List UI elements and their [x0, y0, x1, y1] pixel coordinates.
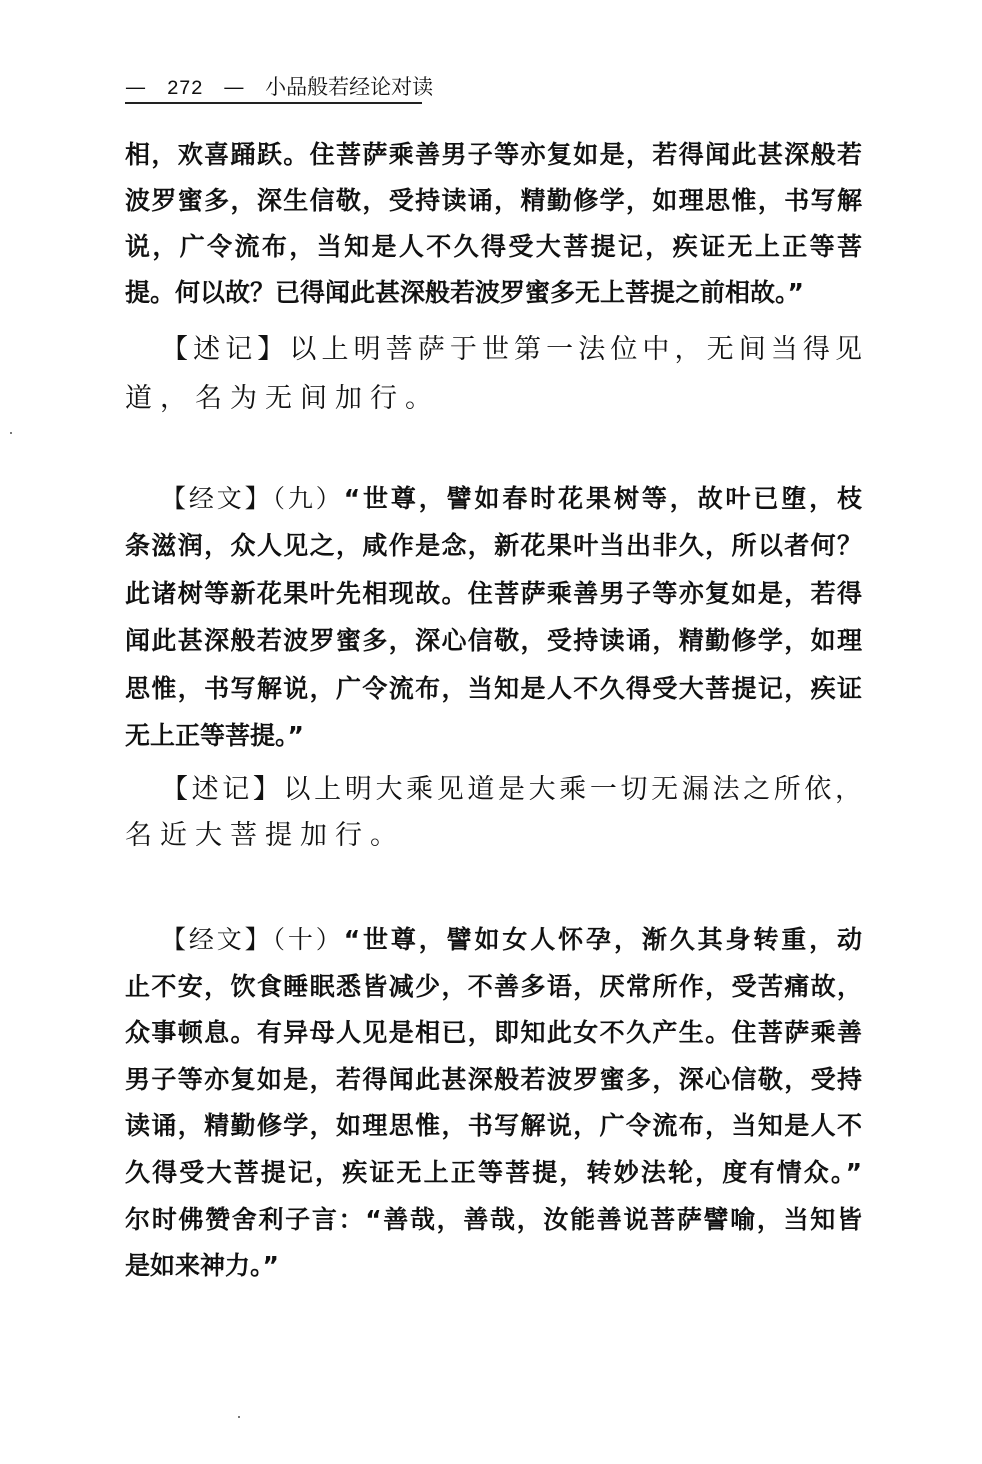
book-title: 小品般若经论对读 — [265, 75, 434, 99]
sutra-text: “世尊，譬如女人怀孕，渐久其身转重，动 — [343, 925, 862, 954]
text-line: 说，广令流布，当知是人不久得受大菩提记，疾证无上正等菩 — [125, 232, 862, 261]
running-header — [125, 74, 434, 104]
text-line — [125, 917, 862, 964]
text-line: 【述记】以上明大乘见道是大乘一切无漏法之所依， — [161, 774, 862, 805]
sutra-passage — [125, 132, 862, 316]
commentary-passage — [125, 767, 862, 858]
text-line: 闻此甚深般若波罗蜜多，深心信敬，受持读诵，精勤修学，如理 — [125, 626, 862, 656]
text-line: 提。何以故？已得闻此甚深般若波罗蜜多无上菩提之前相故。” — [125, 278, 804, 307]
sutra-passage — [125, 475, 862, 759]
text-line: 道，名为无间加行。 — [125, 383, 440, 414]
text-line: 众事顿息。有异母人见是相已，即知此女不久产生。住菩萨乘善 — [125, 1018, 862, 1048]
text-line: 止不安，饮食睡眠悉皆减少，不善多语，厌常所作，受苦痛故， — [125, 971, 862, 1001]
page-number: 272 — [166, 78, 203, 101]
text-line: 无上正等菩提。” — [125, 720, 304, 750]
text-line: 条滋润，众人见之，咸作是念，新花果叶当出非久，所以者何？ — [125, 531, 862, 561]
section-label: 【经文】（十） — [161, 925, 344, 954]
text-line — [125, 475, 862, 522]
header-dash-left: — — [125, 75, 146, 99]
header-dash-right: — — [223, 75, 245, 99]
sutra-text: “世尊，譬如春时花果树等，故叶已堕，枝 — [343, 484, 862, 513]
text-line: 相，欢喜踊跃。住菩萨乘善男子等亦复如是，若得闻此甚深般若 — [125, 140, 862, 169]
text-line: 读诵，精勤修学，如理思惟，书写解说，广令流布，当知是人不 — [125, 1111, 862, 1141]
sutra-passage — [125, 917, 862, 1290]
scan-speck — [238, 1416, 240, 1418]
text-line: 思惟，书写解说，广令流布，当知是人不久得受大菩提记，疾证 — [125, 673, 862, 703]
text-line: 是如来神力。” — [125, 1251, 279, 1281]
text-line: 【述记】以上明菩萨于世第一法位中，无间当得见 — [161, 334, 862, 365]
text-line: 此诸树等新花果叶先相现故。住菩萨乘善男子等亦复如是，若得 — [125, 578, 862, 608]
scan-speck — [10, 432, 12, 434]
text-line: 久得受大菩提记，疾证无上正等菩提，转妙法轮，度有情众。” — [125, 1157, 862, 1187]
text-line: 名近大菩提加行。 — [125, 819, 405, 851]
commentary-passage — [125, 325, 862, 423]
text-line: 波罗蜜多，深生信敬，受持读诵，精勤修学，如理思惟，书写解 — [125, 186, 862, 215]
text-line: 尔时佛赞舍利子言：“善哉，善哉，汝能善说菩萨譬喻，当知皆 — [125, 1204, 862, 1234]
text-line: 男子等亦复如是，若得闻此甚深般若波罗蜜多，深心信敬，受持 — [125, 1064, 862, 1094]
section-label: 【经文】（九） — [161, 484, 344, 513]
